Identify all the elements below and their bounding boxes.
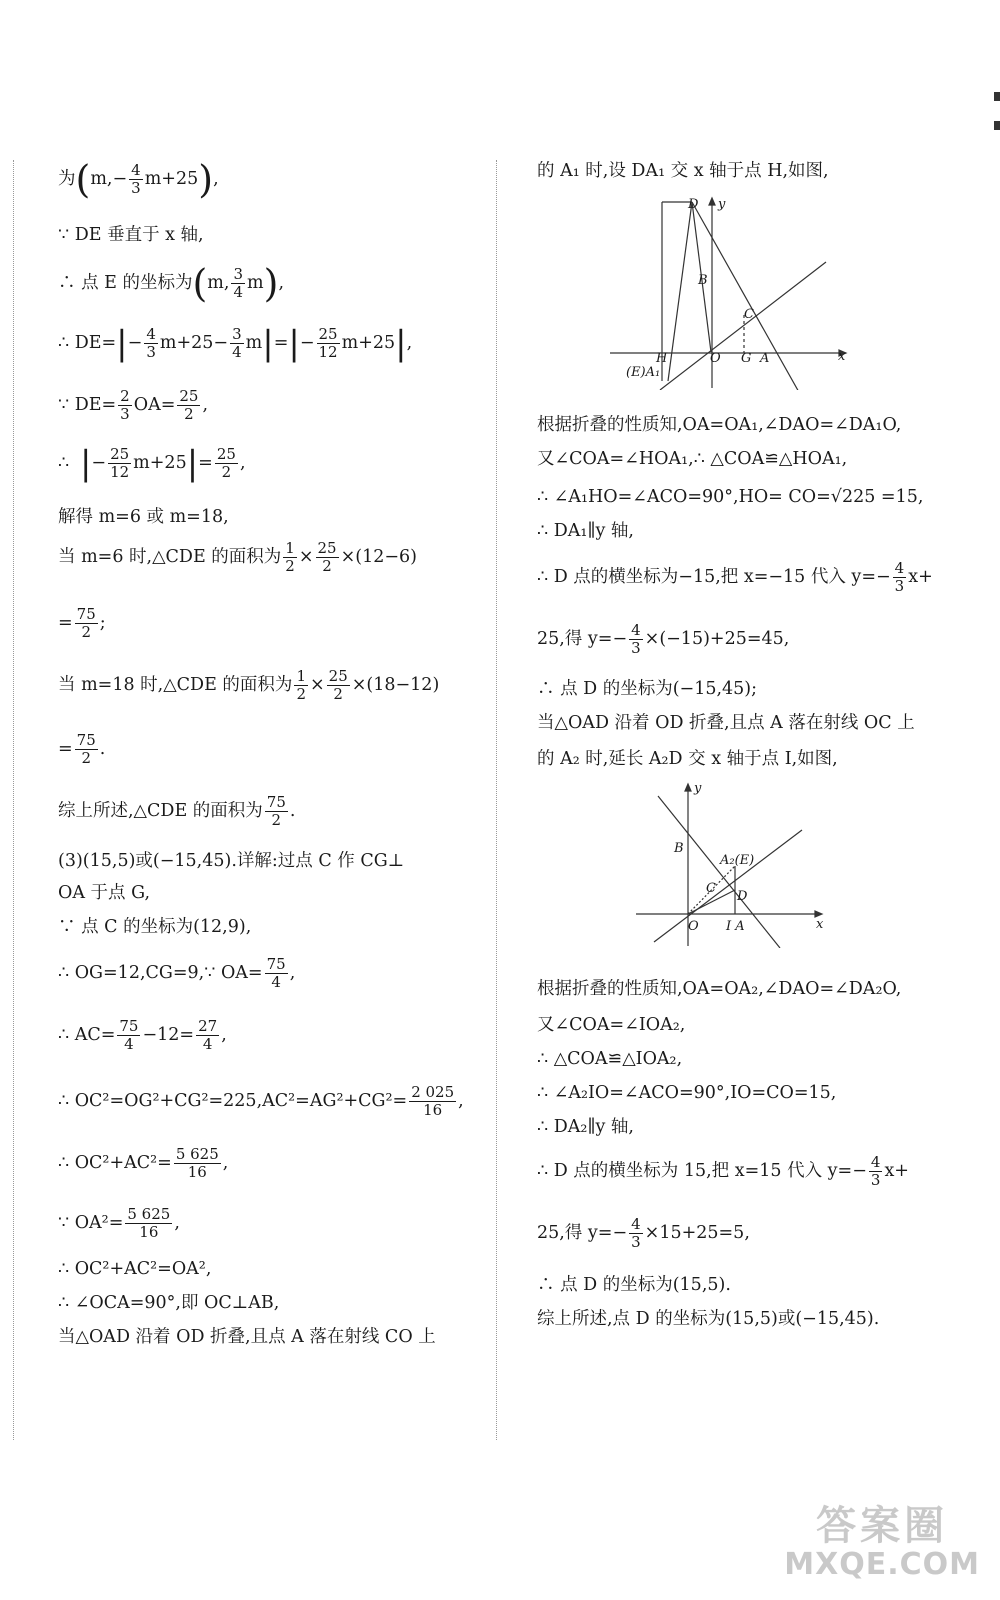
solution-line: ∴ OC²+AC²=OA², (58, 1259, 212, 1279)
label-c: C (706, 881, 716, 896)
solution-line: ∴ △COA≌△IOA₂, (537, 1049, 683, 1069)
label-h: H (656, 351, 668, 366)
solution-line: 当△OAD 沿着 OD 折叠,且点 A 落在射线 CO 上 (58, 1327, 436, 1347)
solution-line: ∴ 点 D 的坐标为(−15,45); (537, 679, 758, 699)
fold-diagram-2 (632, 776, 832, 948)
solution-line: 解得 m=6 或 m=18, (58, 507, 229, 527)
solution-line: 又∠COA=∠IOA₂, (537, 1015, 686, 1035)
watermark-logo-text: 答案圈 (816, 1503, 949, 1549)
fold-diagram-1 (610, 190, 860, 390)
solution-line: 又∠COA=∠HOA₁,∴ △COA≌△HOA₁, (537, 449, 848, 469)
solution-line: 为(m,− $\frac{4}{3}$ m+25), (58, 157, 219, 202)
solution-line: ∴ D 点的横坐标为−15,把 x=−15 代入 y=− $\frac{4}{3}$ x+ (537, 559, 933, 595)
solution-line: ∴ OG=12,CG=9,∵ OA= $\frac{75}{4}$ , (58, 955, 296, 991)
solution-line: (3)(15,5)或(−15,45).详解:过点 C 作 CG⊥ (58, 851, 405, 871)
solution-line: 综上所述,点 D 的坐标为(15,5)或(−15,45). (537, 1309, 880, 1329)
solution-line: ∵ OA²= $\frac{5 625}{16}$ , (58, 1205, 180, 1241)
solution-line: ∴ 点 E 的坐标为(m, $\frac{3}{4}$ m), (58, 261, 285, 306)
label-e-a1: (E)A₁ (626, 365, 661, 380)
solution-line: = $\frac{75}{2}$ ; (58, 605, 106, 641)
solution-line: 当△OAD 沿着 OD 折叠,且点 A 落在射线 OC 上 (537, 713, 915, 733)
solution-line: ∵ DE= $\frac{2}{3}$ OA= $\frac{25}{2}$ , (58, 387, 209, 423)
label-g: G (741, 351, 752, 366)
solution-line: ∴ OC²+AC²= $\frac{5 625}{16}$ , (58, 1145, 229, 1181)
solution-line: ∵ DE 垂直于 x 轴, (58, 225, 204, 245)
solution-line: 当 m=6 时,△CDE 的面积为 $\frac{1}{2}$ × $\frac{25}{2}$ ×(12−6) (58, 539, 417, 575)
left-margin-divider (13, 160, 14, 1440)
solution-line: OA 于点 G, (58, 883, 151, 903)
solution-line: 的 A₂ 时,延长 A₂D 交 x 轴于点 I,如图, (537, 749, 838, 769)
line-oc (660, 262, 826, 390)
solution-line: 综上所述,△CDE 的面积为 $\frac{75}{2}$ . (58, 793, 296, 829)
solution-line: 当 m=18 时,△CDE 的面积为 $\frac{1}{2}$ × $\frac{25}{2}$ ×(18−12) (58, 667, 440, 703)
solution-line: ∵ 点 C 的坐标为(12,9), (58, 917, 252, 937)
solution-line: ∴ DA₁∥y 轴, (537, 521, 634, 541)
corner-mark (994, 92, 1000, 130)
solution-line: 的 A₁ 时,设 DA₁ 交 x 轴于点 H,如图, (537, 161, 829, 181)
solution-line: ∴ |− $\frac{25}{12}$ m+25|= $\frac{25}{2}$ , (58, 443, 246, 484)
label-d: D (688, 197, 699, 212)
solution-line: ∴ ∠A₁HO=∠ACO=90°,HO= CO=√225 =15, (537, 487, 924, 507)
column-divider (496, 160, 497, 1440)
site-watermark (784, 1504, 980, 1582)
label-y: y (718, 197, 726, 212)
solution-line: ∴ DA₂∥y 轴, (537, 1117, 634, 1137)
label-a: A (760, 351, 770, 366)
label-x: x (816, 917, 824, 932)
label-b: B (674, 841, 684, 856)
label-o: O (688, 919, 699, 934)
label-x: x (838, 349, 846, 364)
label-y: y (694, 781, 702, 796)
solution-line: 根据折叠的性质知,OA=OA₂,∠DAO=∠DA₂O, (537, 979, 902, 999)
solution-line: ∴ DE=|− $\frac{4}{3}$ m+25− $\frac{3}{4}$ m|=|− $\frac{25}{12}$ m+25|, (58, 323, 413, 364)
solution-line: 25,得 y=− $\frac{4}{3}$ ×(−15)+25=45, (537, 621, 790, 657)
solution-line: ∴ ∠A₂IO=∠ACO=90°,IO=CO=15, (537, 1083, 837, 1103)
label-o: O (710, 351, 721, 366)
label-a2-e: A₂(E) (720, 853, 755, 868)
label-b: B (698, 273, 708, 288)
solution-line: ∴ OC²=OG²+CG²=225,AC²=AG²+CG²= $\frac{2 025}{16}$ , (58, 1083, 464, 1119)
solution-line: ∴ 点 D 的坐标为(15,5). (537, 1275, 731, 1295)
label-c: C (744, 307, 754, 322)
watermark-url: MXQE.COM (784, 1547, 980, 1582)
solution-line: ∴ D 点的横坐标为 15,把 x=15 代入 y=− $\frac{4}{3}$ x+ (537, 1153, 909, 1189)
solution-line: 25,得 y=− $\frac{4}{3}$ ×15+25=5, (537, 1215, 750, 1251)
solution-line: 根据折叠的性质知,OA=OA₁,∠DAO=∠DA₁O, (537, 415, 902, 435)
label-i-a: I A (726, 919, 745, 934)
segment-da1 (668, 202, 692, 381)
solution-line: ∴ ∠OCA=90°,即 OC⊥AB, (58, 1293, 280, 1313)
label-d: D (737, 889, 748, 904)
solution-line: ∴ AC= $\frac{75}{4}$ −12= $\frac{27}{4}$ , (58, 1017, 227, 1053)
solution-line: = $\frac{75}{2}$ . (58, 731, 106, 767)
